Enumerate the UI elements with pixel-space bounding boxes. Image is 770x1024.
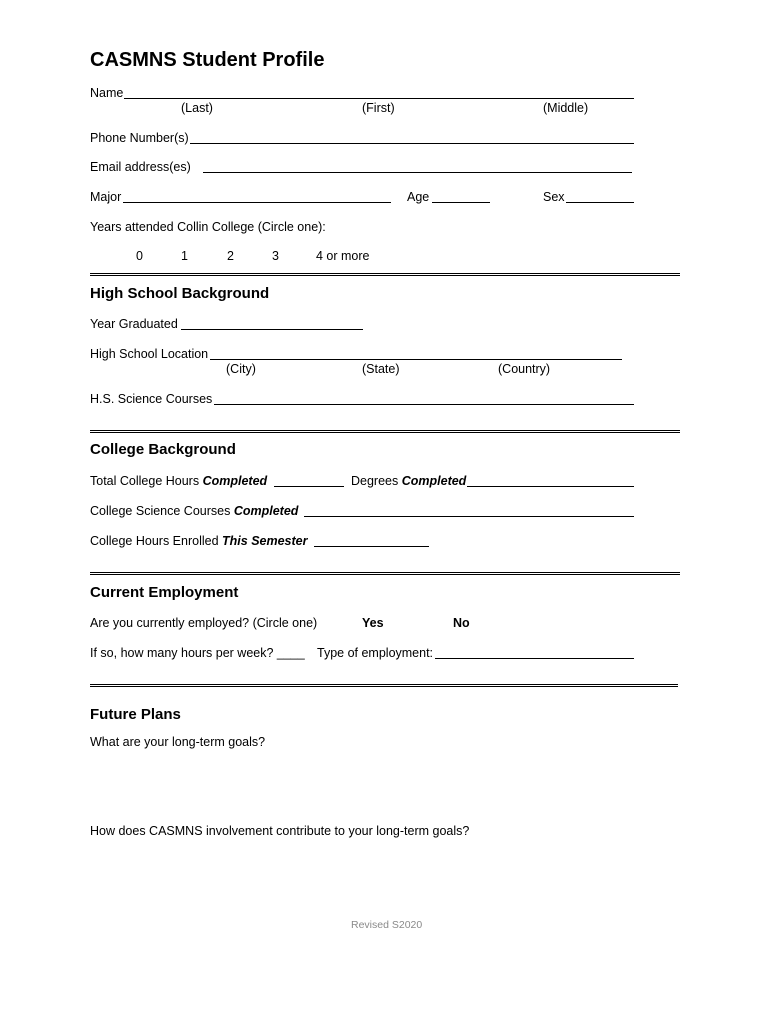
major-field[interactable] [123,202,391,203]
middle-name-caption: (Middle) [543,101,589,115]
hs-science-courses-field[interactable] [214,404,634,405]
page-title: CASMNS Student Profile [90,49,325,71]
years-option-0[interactable]: 0 [136,249,143,263]
last-name-caption: (Last) [181,101,213,115]
revision-footer: Revised S2020 [351,919,423,931]
years-option-1[interactable]: 1 [181,249,188,263]
phone-field[interactable] [190,143,634,144]
section-divider [90,684,678,687]
city-caption: (City) [226,362,256,376]
state-caption: (State) [362,362,400,376]
hs-location-field[interactable] [210,359,622,360]
casmns-involvement-question: How does CASMNS involvement contribute to your long-term goals? [90,824,470,838]
hours-per-week-label: If so, how many hours per week? ____ [90,646,305,660]
first-name-caption: (First) [362,101,395,115]
total-hours-field[interactable] [274,486,344,487]
hs-location-label: High School Location [90,347,209,361]
college-science-courses-field[interactable] [304,516,634,517]
degrees-completed-field[interactable] [467,486,634,487]
college-heading: College Background [90,441,236,458]
employment-type-label: Type of employment: [317,646,434,660]
college-science-courses-label: College Science Courses Completed [90,504,299,518]
year-graduated-label: Year Graduated [90,317,178,331]
sex-field[interactable] [566,202,634,203]
name-field[interactable] [124,98,634,99]
employed-no-option[interactable]: No [453,616,470,630]
section-divider [90,430,680,433]
country-caption: (Country) [498,362,551,376]
hours-enrolled-field[interactable] [314,546,429,547]
major-label: Major [90,190,122,204]
years-option-4-or-more[interactable]: 4 or more [316,249,370,263]
hours-enrolled-label: College Hours Enrolled This Semester [90,534,308,548]
degrees-completed-label: Degrees Completed [351,474,467,488]
employment-type-field[interactable] [435,658,634,659]
years-attended-label: Years attended Collin College (Circle one): [90,220,326,234]
employed-yes-option[interactable]: Yes [362,616,384,630]
years-option-2[interactable]: 2 [227,249,234,263]
future-plans-heading: Future Plans [90,706,181,723]
employed-question: Are you currently employed? (Circle one) [90,616,318,630]
section-divider [90,273,680,276]
year-graduated-field[interactable] [181,329,363,330]
long-term-goals-question: What are your long-term goals? [90,735,266,749]
high-school-heading: High School Background [90,285,270,302]
employment-heading: Current Employment [90,584,239,601]
total-hours-label: Total College Hours Completed [90,474,268,488]
years-option-3[interactable]: 3 [272,249,279,263]
name-label: Name [90,86,124,100]
hs-science-courses-label: H.S. Science Courses [90,392,213,406]
section-divider [90,572,680,575]
sex-label: Sex [543,190,565,204]
phone-label: Phone Number(s) [90,131,189,145]
age-field[interactable] [432,202,490,203]
email-field[interactable] [203,172,632,173]
email-label: Email address(es) [90,160,191,174]
age-label: Age [407,190,430,204]
